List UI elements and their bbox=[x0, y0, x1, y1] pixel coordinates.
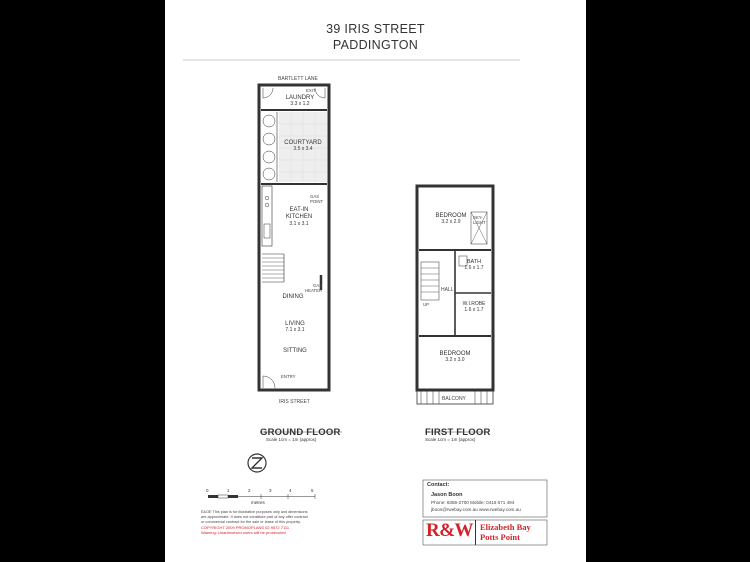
bartlett-lane-label: BARTLETT LANE bbox=[278, 76, 318, 82]
contact-heading: Contact: bbox=[427, 482, 450, 488]
north-arrow bbox=[248, 454, 266, 472]
address-line-2: PADDINGTON bbox=[332, 38, 419, 52]
agent-name: Jason Boon bbox=[431, 492, 463, 498]
kitchen-size: 3.1 x 3.1 bbox=[289, 221, 309, 227]
ground-floor-scale: Scale 1cm = 1m (approx) bbox=[266, 437, 317, 442]
scale-tick-5: 5 bbox=[311, 488, 314, 493]
warning-line: Warning: Unauthorised users will be prosecuted bbox=[201, 530, 286, 535]
gas-heater-label: GAS HEATER bbox=[305, 283, 323, 293]
gas-point-label: GAS POINT bbox=[310, 194, 324, 204]
office-elizabeth-bay: Elizabeth Bay bbox=[480, 522, 531, 532]
dining-label: DINING bbox=[282, 294, 304, 300]
courtyard-size: 3.5 x 3.4 bbox=[293, 146, 313, 152]
bedroom-1-label: BEDROOM bbox=[435, 213, 467, 219]
disclaimer-line-1: E&OE This plan is for illustrative purposes only and dimensions bbox=[201, 510, 308, 514]
floor-plan-drawing bbox=[165, 0, 586, 562]
first-floor-scale: Scale 1cm = 1m (approx) bbox=[425, 437, 476, 442]
floor-plan-sheet bbox=[165, 0, 586, 562]
address-line-1: 39 IRIS STREET bbox=[326, 22, 425, 36]
scale-bar bbox=[208, 494, 315, 499]
bedroom-1-size: 3.2 x 2.9 bbox=[441, 219, 461, 225]
scale-tick-2: 2 bbox=[248, 488, 251, 493]
bath-size: 1.6 x 1.7 bbox=[464, 265, 484, 271]
ground-floor-plan bbox=[259, 85, 329, 390]
robe-size: 1.6 x 1.7 bbox=[464, 307, 484, 313]
living-label: LIVING bbox=[285, 321, 305, 327]
exit-label: EXIT bbox=[306, 88, 316, 93]
disclaimer-line-3: or commercial contract for the sale or lease of this property. bbox=[201, 520, 301, 524]
courtyard-label: COURTYARD bbox=[284, 140, 322, 146]
scale-tick-1: 1 bbox=[227, 488, 230, 493]
up-label: UP bbox=[423, 302, 429, 307]
scale-tick-0: 0 bbox=[206, 488, 209, 493]
kitchen-label: EAT-IN KITCHEN bbox=[285, 207, 313, 220]
laundry-label: LAUNDRY bbox=[285, 95, 315, 101]
balcony-label: BALCONY bbox=[442, 396, 466, 402]
agent-phone: Phone: 8356-2700 Mobile: 0418 671 494 bbox=[431, 500, 515, 505]
bedroom-2-size: 3.2 x 3.0 bbox=[445, 357, 465, 363]
bath-label: BATH bbox=[466, 259, 482, 265]
laundry-size: 3.3 x 1.2 bbox=[290, 101, 310, 107]
first-floor-title: FIRST FLOOR bbox=[425, 427, 491, 438]
sitting-label: SITTING bbox=[283, 348, 307, 354]
office-potts-point: Potts Point bbox=[480, 532, 520, 542]
iris-street-label: IRIS STREET bbox=[279, 399, 310, 405]
skylight-label: SKY- LIGHT bbox=[473, 215, 486, 225]
bedroom-2-label: BEDROOM bbox=[439, 351, 471, 357]
robe-label: W.I.ROBE bbox=[462, 301, 486, 307]
rw-logo: R&W bbox=[426, 520, 474, 541]
copyright-line: COPYRIGHT 2009 PROMOPLANS 02 9572 7111 bbox=[201, 525, 290, 530]
entry-label: ENTRY bbox=[281, 374, 296, 379]
scale-tick-3: 3 bbox=[269, 488, 272, 493]
hall-label: HALL bbox=[441, 287, 454, 293]
scale-tick-4: 4 bbox=[289, 488, 292, 493]
agent-email: jboon@rwebay.com.au www.rwebay.com.au bbox=[431, 507, 521, 512]
disclaimer-line-2: are approximate. It does not constitute part of any offer contract bbox=[201, 515, 308, 519]
ground-floor-title: GROUND FLOOR bbox=[260, 427, 341, 438]
scale-unit: metres bbox=[251, 500, 265, 505]
living-size: 7.1 x 3.1 bbox=[285, 327, 305, 333]
